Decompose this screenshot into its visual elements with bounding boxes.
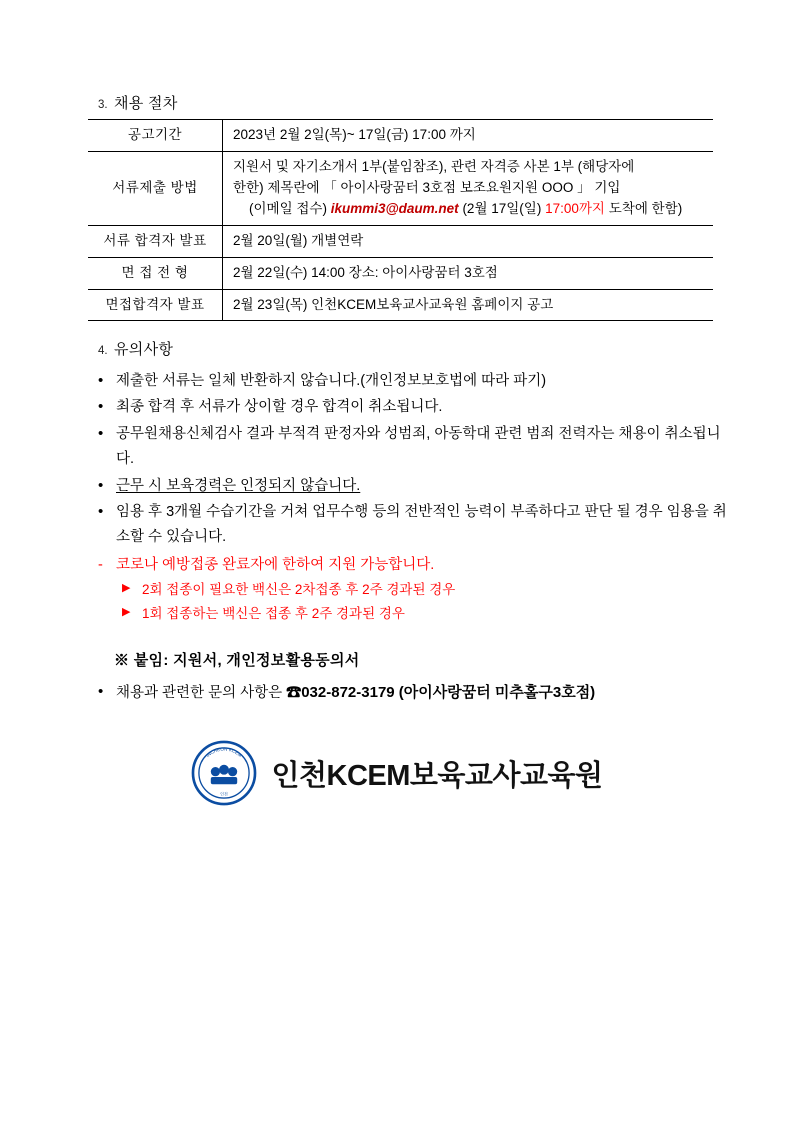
- row-value: 2월 22일(수) 14:00 장소: 아이사랑꿈터 3호점: [223, 257, 714, 289]
- submission-line-2: 한한) 제목란에 「 아이사랑꿈터 3호점 보조요원지원 OOO 」 기입: [233, 179, 621, 195]
- row-label: 서류 합격자 발표: [88, 225, 223, 257]
- organization-logo: [0, 740, 794, 806]
- svg-text:인천: 인천: [220, 791, 229, 797]
- list-item-underlined: 근무 시 보육경력은 인정되지 않습니다.: [116, 477, 361, 494]
- vaccination-notice: - 코로나 예방접종 완료자에 한하여 지원 가능합니다.: [88, 553, 728, 578]
- row-label: 면접합격자 발표: [88, 289, 223, 321]
- procedure-number: 3.: [98, 99, 108, 111]
- table-row: [88, 151, 713, 225]
- list-item: • 공무원채용신체검사 결과 부적격 판정자와 성범죄, 아동학대 관련 범죄 전력자는 채용이 취소됩니다.: [88, 422, 728, 473]
- svg-text:INCHEON KCEM: INCHEON KCEM: [205, 746, 244, 759]
- notice-list: [88, 369, 728, 551]
- contact-list: [88, 680, 728, 706]
- recruitment-procedure-section: [88, 92, 713, 321]
- notice-section: [88, 338, 728, 705]
- row-value: 2월 20일(월) 개별연락: [223, 225, 714, 257]
- row-value: 2023년 2월 2일(목)~ 17일(금) 17:00 까지: [223, 120, 714, 152]
- list-item: • 임용 후 3개월 수습기간을 거쳐 업무수행 등의 전반적인 능력이 부족하다고 판단 될 경우 임용을 취소할 수 있습니다.: [88, 500, 728, 551]
- notice-number: 4.: [98, 345, 108, 357]
- row-label: 공고기간: [88, 120, 223, 152]
- attachment-note: ※ 붙임: 지원서, 개인정보활용동의서: [114, 651, 360, 669]
- phone-icon: ☎: [286, 683, 302, 701]
- notice-heading: [88, 338, 728, 359]
- list-item: [88, 680, 728, 706]
- email-address[interactable]: ikummi3@daum.net: [330, 200, 459, 216]
- table-row: [88, 225, 713, 257]
- submission-line-3: [233, 199, 707, 220]
- row-value-submission: [223, 151, 714, 225]
- list-item: • 제출한 서류는 일체 반환하지 않습니다.(개인정보보호법에 따라 파기): [88, 369, 728, 394]
- procedure-table: [88, 119, 713, 321]
- table-row: [88, 257, 713, 289]
- deadline-time: 17:00까지: [545, 200, 605, 216]
- submission-line-1: 지원서 및 자기소개서 1부(붙임참조), 관련 자격증 사본 1부 (해당자에: [233, 158, 635, 174]
- email-prefix: (이메일 접수): [249, 200, 327, 216]
- procedure-heading: [88, 92, 713, 113]
- contact-prefix: 채용과 관련한 문의 사항은: [116, 684, 283, 701]
- kcem-emblem-icon: [191, 740, 257, 806]
- list-item: ▶ 1회 접종하는 백신은 접종 후 2주 경과된 경우: [88, 602, 728, 626]
- deadline-suffix: 도착에 한함): [608, 200, 683, 216]
- deadline-date: (2월 17일(일): [462, 200, 542, 216]
- row-label: 서류제출 방법: [88, 151, 223, 225]
- table-row: [88, 120, 713, 152]
- logo-text: 인천KCEM보육교사교육원: [271, 759, 603, 792]
- list-item: [88, 474, 728, 499]
- notice-title: 유의사항: [114, 341, 174, 358]
- row-value: 2월 23일(목) 인천KCEM보육교사교육원 홈페이지 공고: [223, 289, 714, 321]
- row-label: 면 접 전 형: [88, 257, 223, 289]
- phone-number: 032-872-3179 (아이사랑꿈터 미추홀구3호점): [301, 683, 596, 701]
- procedure-title: 채용 절차: [114, 95, 178, 112]
- vaccination-sublist: [88, 578, 728, 627]
- list-item: ▶ 2회 접종이 필요한 백신은 2차접종 후 2주 경과된 경우: [88, 578, 728, 602]
- table-row: [88, 289, 713, 321]
- list-item: • 최종 합격 후 서류가 상이할 경우 합격이 취소됩니다.: [88, 395, 728, 420]
